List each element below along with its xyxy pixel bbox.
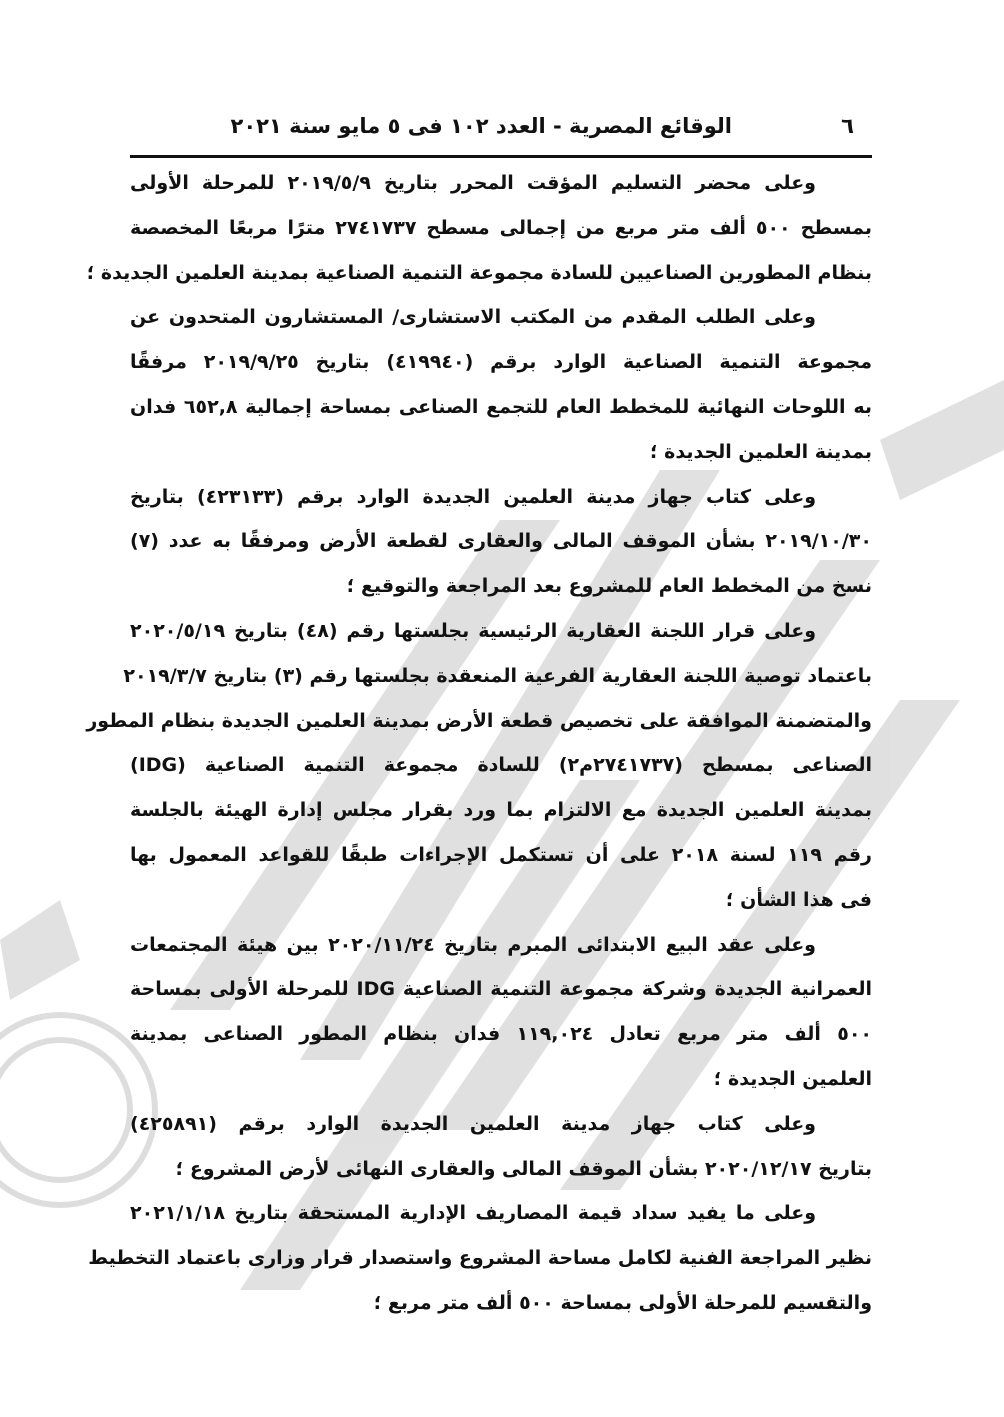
text-line: نظير المراجعة الفنية لكامل مساحة المشروع واستصدار قرار وزارى باعتماد التخطيط (88, 1247, 872, 1270)
text-line: نسخ من المخطط العام للمشروع بعد المراجعة والتوقيع ؛ (346, 575, 872, 598)
text-line: بمدينة العلمين الجديدة مع الالتزام بما ورد بقرار مجلس إدارة الهيئة بالجلسة (130, 799, 872, 822)
text-line: وعلى قرار اللجنة العقارية الرئيسية بجلستها رقم (٤٨) بتاريخ ٢٠٢٠/٥/١٩ (130, 619, 817, 642)
text-line: فى هذا الشأن ؛ (725, 888, 872, 911)
header-rule (130, 155, 872, 158)
gazette-title: الوقائع المصرية - العدد ١٠٢ فى ٥ مايو سنة ٢٠٢١ (230, 114, 732, 138)
page-number: ٦ (841, 114, 854, 138)
document-body (86, 161, 873, 1326)
text-line: والمتضمنة الموافقة على تخصيص قطعة الأرض بمدينة العلمين الجديدة بنظام المطور (86, 709, 872, 732)
text-line: به اللوحات النهائية للمخطط العام للتجمع الصناعى بمساحة إجمالية ٦٥٢,٨ فدان (130, 395, 872, 418)
text-line: وعلى محضر التسليم المؤقت المحرر بتاريخ ٢٠١٩/٥/٩ للمرحلة الأولى (130, 172, 816, 194)
text-line: وعلى ما يفيد سداد قيمة المصاريف الإدارية المستحقة بتاريخ ٢٠٢١/١/١٨ (130, 1202, 816, 1225)
text-line: وعلى كتاب جهاز مدينة العلمين الجديدة الوارد برقم (٤٢٥٨٩١) (130, 1112, 816, 1135)
text-line: ٥٠٠ ألف متر مربع تعادل ١١٩,٠٢٤ فدان بنظام المطور الصناعى بمدينة (130, 1023, 873, 1046)
text-line: باعتماد توصية اللجنة العقارية الفرعية المنعقدة بجلستها رقم (٣) بتاريخ ٢٠١٩/٣/٧ (123, 664, 872, 687)
text-line: رقم ١١٩ لسنة ٢٠١٨ على أن تستكمل الإجراءات طبقًا للقواعد المعمول بها (130, 843, 872, 866)
text-line: بمسطح ٥٠٠ ألف متر مربع من إجمالى مسطح ٢٧٤١٧٣٧ مترًا مربعًا المخصصة (130, 216, 872, 239)
text-line: وعلى عقد البيع الابتدائى المبرم بتاريخ ٢٠٢٠/١١/٢٤ بين هيئة المجتمعات (130, 933, 816, 956)
text-line: وعلى الطلب المقدم من المكتب الاستشارى/ المستشارون المتحدون عن (130, 306, 816, 329)
text-line: بنظام المطورين الصناعيين للسادة مجموعة التنمية الصناعية بمدينة العلمين الجديدة ؛ (86, 261, 872, 284)
text-line: الصناعى بمسطح (٢٧٤١٧٣٧م٢) للسادة مجموعة التنمية الصناعية (IDG) (130, 754, 872, 777)
text-line: ٢٠١٩/١٠/٣٠ بشأن الموقف المالى والعقارى لقطعة الأرض ومرفقًا به عدد (٧) (130, 530, 872, 553)
text-line: العلمين الجديدة ؛ (713, 1067, 872, 1090)
page-header (130, 114, 872, 148)
text-line: وعلى كتاب جهاز مدينة العلمين الجديدة الوارد برقم (٤٢٣١٣٣) بتاريخ (130, 485, 816, 508)
text-line: مجموعة التنمية الصناعية الوارد برقم (٤١٩٩٤٠) بتاريخ ٢٠١٩/٩/٢٥ مرفقًا (130, 351, 872, 374)
text-line: العمرانية الجديدة وشركة مجموعة التنمية الصناعية IDG للمرحلة الأولى بمساحة (130, 978, 872, 1001)
text-line: بمدينة العلمين الجديدة ؛ (649, 440, 872, 463)
text-line: والتقسيم للمرحلة الأولى بمساحة ٥٠٠ ألف متر مربع ؛ (373, 1291, 872, 1314)
text-line: بتاريخ ٢٠٢٠/١٢/١٧ بشأن الموقف المالى والعقارى النهائى لأرض المشروع ؛ (175, 1157, 872, 1180)
